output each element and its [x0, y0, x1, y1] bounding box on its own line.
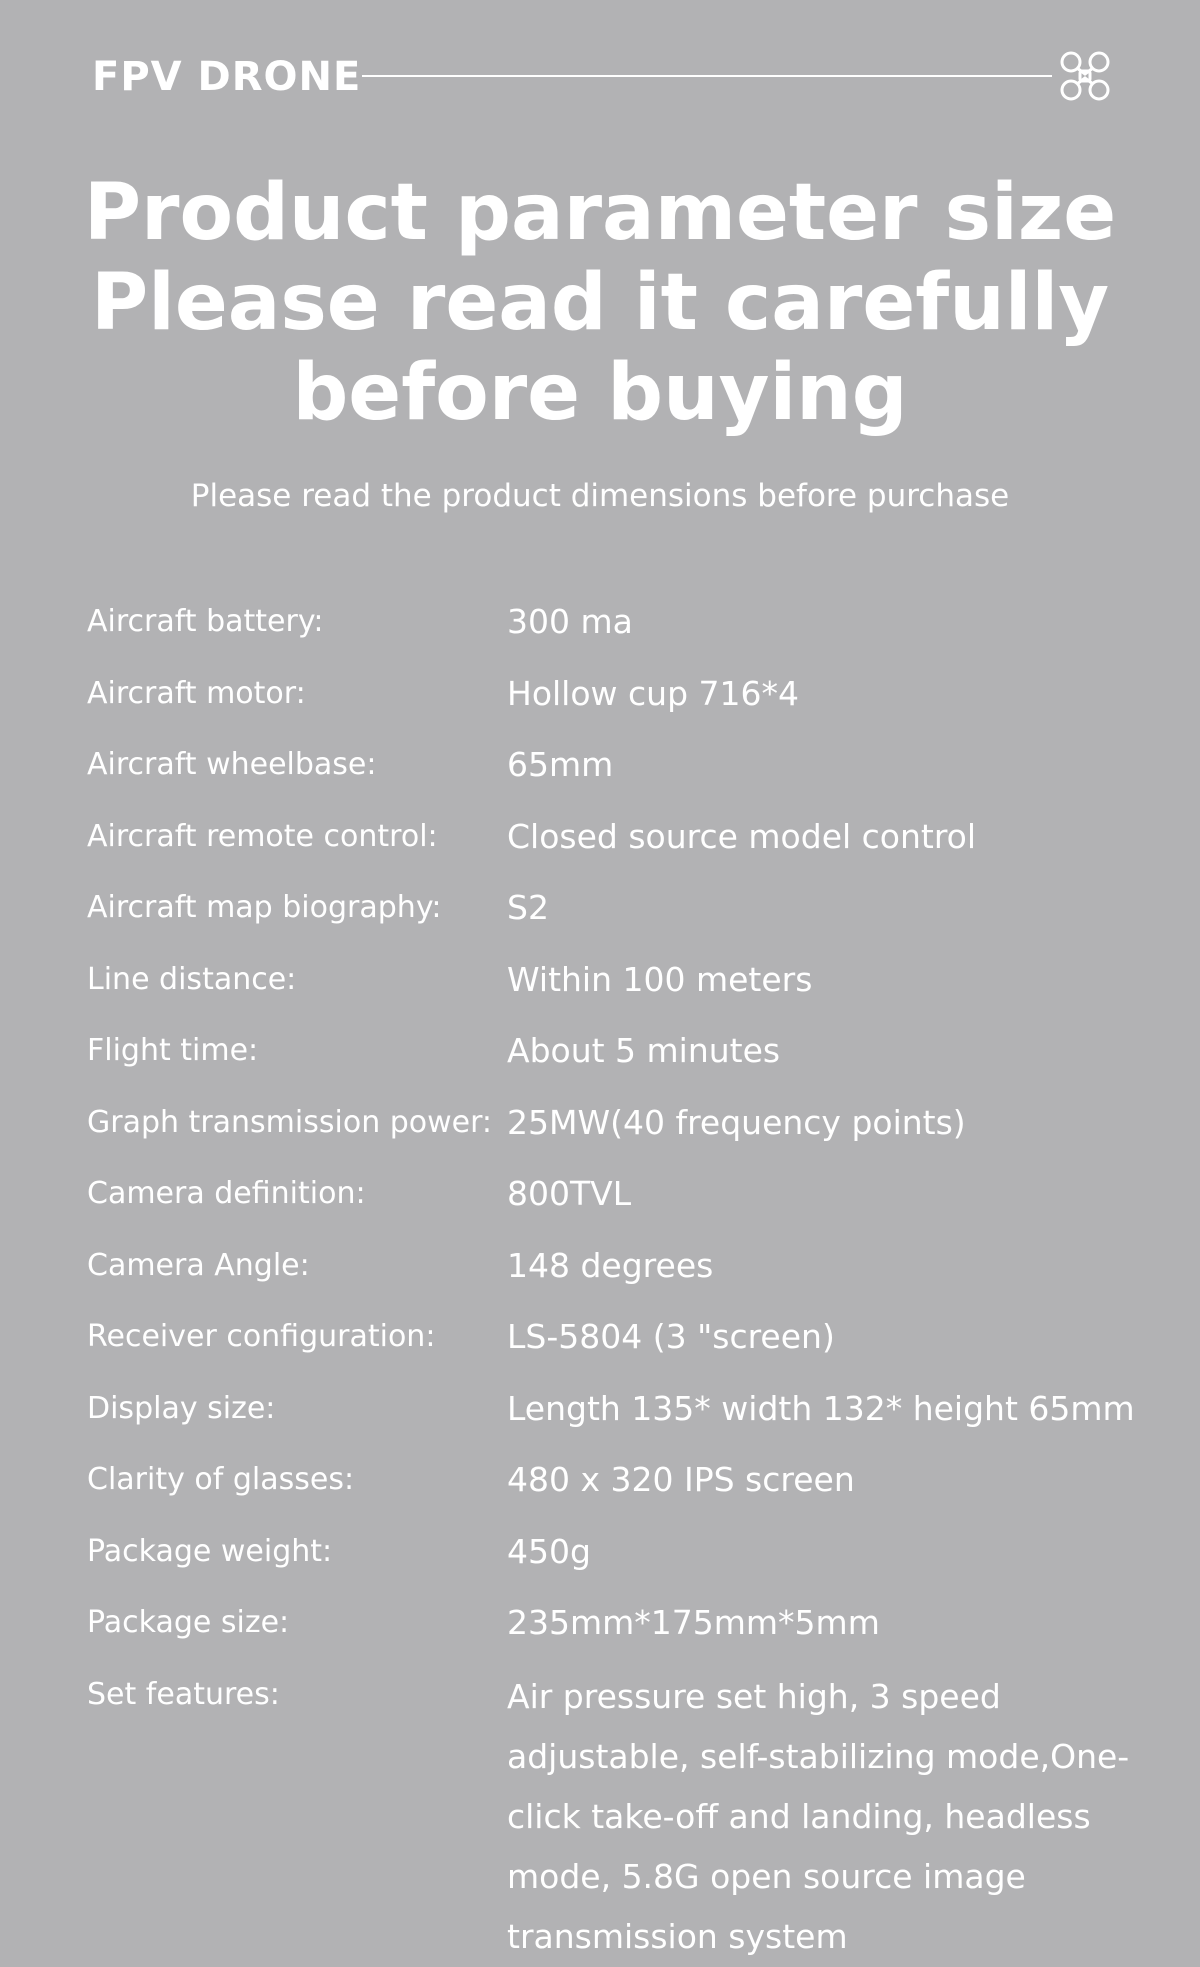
spec-row-set-features: [87, 1667, 1187, 1967]
spec-value: LS-5804 (3 "screen): [507, 1317, 835, 1356]
spec-row-display-size: [87, 1381, 1187, 1453]
spec-value: 300 ma: [507, 602, 633, 641]
brand-name: FPV DRONE: [92, 54, 362, 100]
spec-value: 235mm*175mm*5mm: [507, 1603, 880, 1642]
spec-value: Length 135* width 132* height 65mm: [507, 1388, 1135, 1428]
spec-label: Package size:: [87, 1605, 290, 1640]
spec-row-transmission-power: [87, 1095, 1187, 1167]
spec-row-package-size: [87, 1595, 1187, 1667]
spec-value: Within 100 meters: [507, 959, 813, 999]
spec-label: Graph transmission power:: [87, 1104, 493, 1140]
title-line-2: Please read it carefully: [90, 258, 1110, 348]
spec-label: Camera definition:: [87, 1176, 366, 1211]
spec-label: Package weight:: [87, 1533, 333, 1569]
spec-value: 65mm: [507, 745, 614, 784]
spec-label: Display size:: [87, 1390, 276, 1426]
spec-value: 800TVL: [507, 1174, 632, 1213]
spec-label: Aircraft motor:: [87, 675, 306, 711]
spec-label: Aircraft battery:: [87, 604, 324, 639]
spec-row-motor: [87, 666, 1187, 738]
spec-label: Flight time:: [87, 1033, 259, 1068]
spec-value: About 5 minutes: [507, 1031, 781, 1070]
page-subtitle: Please read the product dimensions before purchase: [190, 478, 1010, 514]
spec-value: Air pressure set high, 3 speed adjustable, self-stabilizing mode,One-click take-off and landing, headless mode, 5.8G open source image transmission system: [507, 1676, 1130, 1956]
spec-row-receiver: [87, 1309, 1187, 1381]
spec-value: Hollow cup 716*4: [507, 673, 799, 713]
spec-label: Line distance:: [87, 961, 297, 997]
spec-row-package-weight: [87, 1524, 1187, 1596]
spec-label: Receiver configuration:: [87, 1319, 436, 1354]
spec-row-battery: [87, 594, 1187, 666]
spec-list: [87, 594, 1187, 1967]
spec-row-line-distance: [87, 952, 1187, 1024]
spec-value: 450g: [507, 1531, 591, 1571]
title-line-3: before buying: [292, 348, 908, 438]
spec-row-flight-time: [87, 1023, 1187, 1095]
drone-quad-icon: [1057, 48, 1113, 104]
spec-label: Aircraft wheelbase:: [87, 747, 377, 782]
spec-label: Set features:: [87, 1676, 280, 1712]
spec-label: Aircraft map biography:: [87, 890, 442, 925]
spec-row-wheelbase: [87, 737, 1187, 809]
spec-label: Camera Angle:: [87, 1247, 310, 1283]
title-line-1: Product parameter size: [83, 168, 1117, 258]
spec-row-camera-definition: [87, 1166, 1187, 1238]
spec-value: S2: [507, 888, 549, 927]
spec-value: 25MW(40 frequency points): [507, 1102, 966, 1142]
spec-value: 480 x 320 IPS screen: [507, 1460, 855, 1499]
spec-row-map-biography: [87, 880, 1187, 952]
spec-row-glasses-clarity: [87, 1452, 1187, 1524]
spec-row-camera-angle: [87, 1238, 1187, 1310]
spec-value: 148 degrees: [507, 1245, 714, 1285]
page-title: [0, 168, 1200, 438]
header-divider: [362, 75, 1052, 77]
spec-label: Clarity of glasses:: [87, 1462, 355, 1497]
brand-header: [92, 48, 1112, 108]
spec-value: Closed source model control: [507, 816, 977, 856]
spec-label: Aircraft remote control:: [87, 818, 438, 854]
spec-row-remote-control: [87, 809, 1187, 881]
